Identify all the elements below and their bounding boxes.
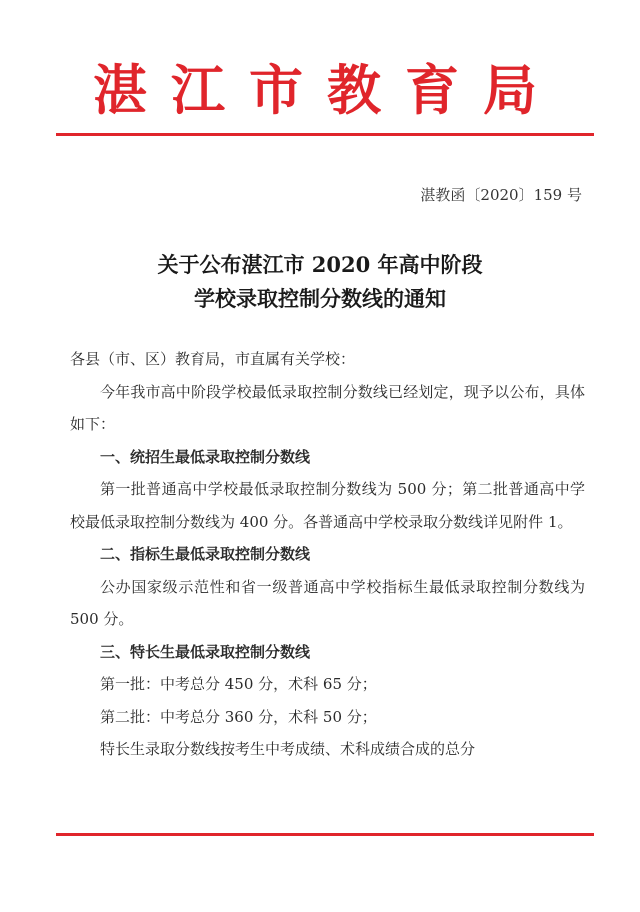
section-1-heading: 一、统招生最低录取控制分数线 [100,447,311,466]
section-2-text: 公办国家级示范性和省一级普通高中学校指标生最低录取控制分数线为 500 分。 [70,577,585,628]
document-title [0,248,640,316]
footer-divider [56,833,594,836]
document-body [70,343,585,766]
document-title-line-2: 学校录取控制分数线的通知 [194,286,446,311]
section-3-line-1: 第一批：中考总分 450 分，术科 65 分； [100,675,377,693]
letterhead-divider [56,133,594,136]
intro-paragraph: 今年我市高中阶段学校最低录取控制分数线已经划定，现予以公布，具体如下： [70,382,585,433]
document-title-line-1: 关于公布湛江市 2020 年高中阶段 [157,252,483,277]
letterhead-title: 湛江市教育局 [93,58,561,122]
salutation: 各县（市、区）教育局，市直属有关学校： [70,350,356,368]
document-number: 湛教函〔2020〕159 号 [420,186,582,204]
section-3-line-2: 第二批：中考总分 360 分，术科 50 分； [100,707,377,726]
section-3-heading: 三、特长生最低录取控制分数线 [100,642,311,661]
section-2-heading: 二、指标生最低录取控制分数线 [100,545,311,563]
section-1-text: 第一批普通高中学校最低录取控制分数线为 500 分；第二批普通高中学校最低录取控制分数线为 400 分。各普通高中学校录取分数线详见附件 1。 [70,480,585,531]
section-3-line-3: 特长生录取分数线按考生中考成绩、术科成绩合成的总分 [100,740,476,758]
